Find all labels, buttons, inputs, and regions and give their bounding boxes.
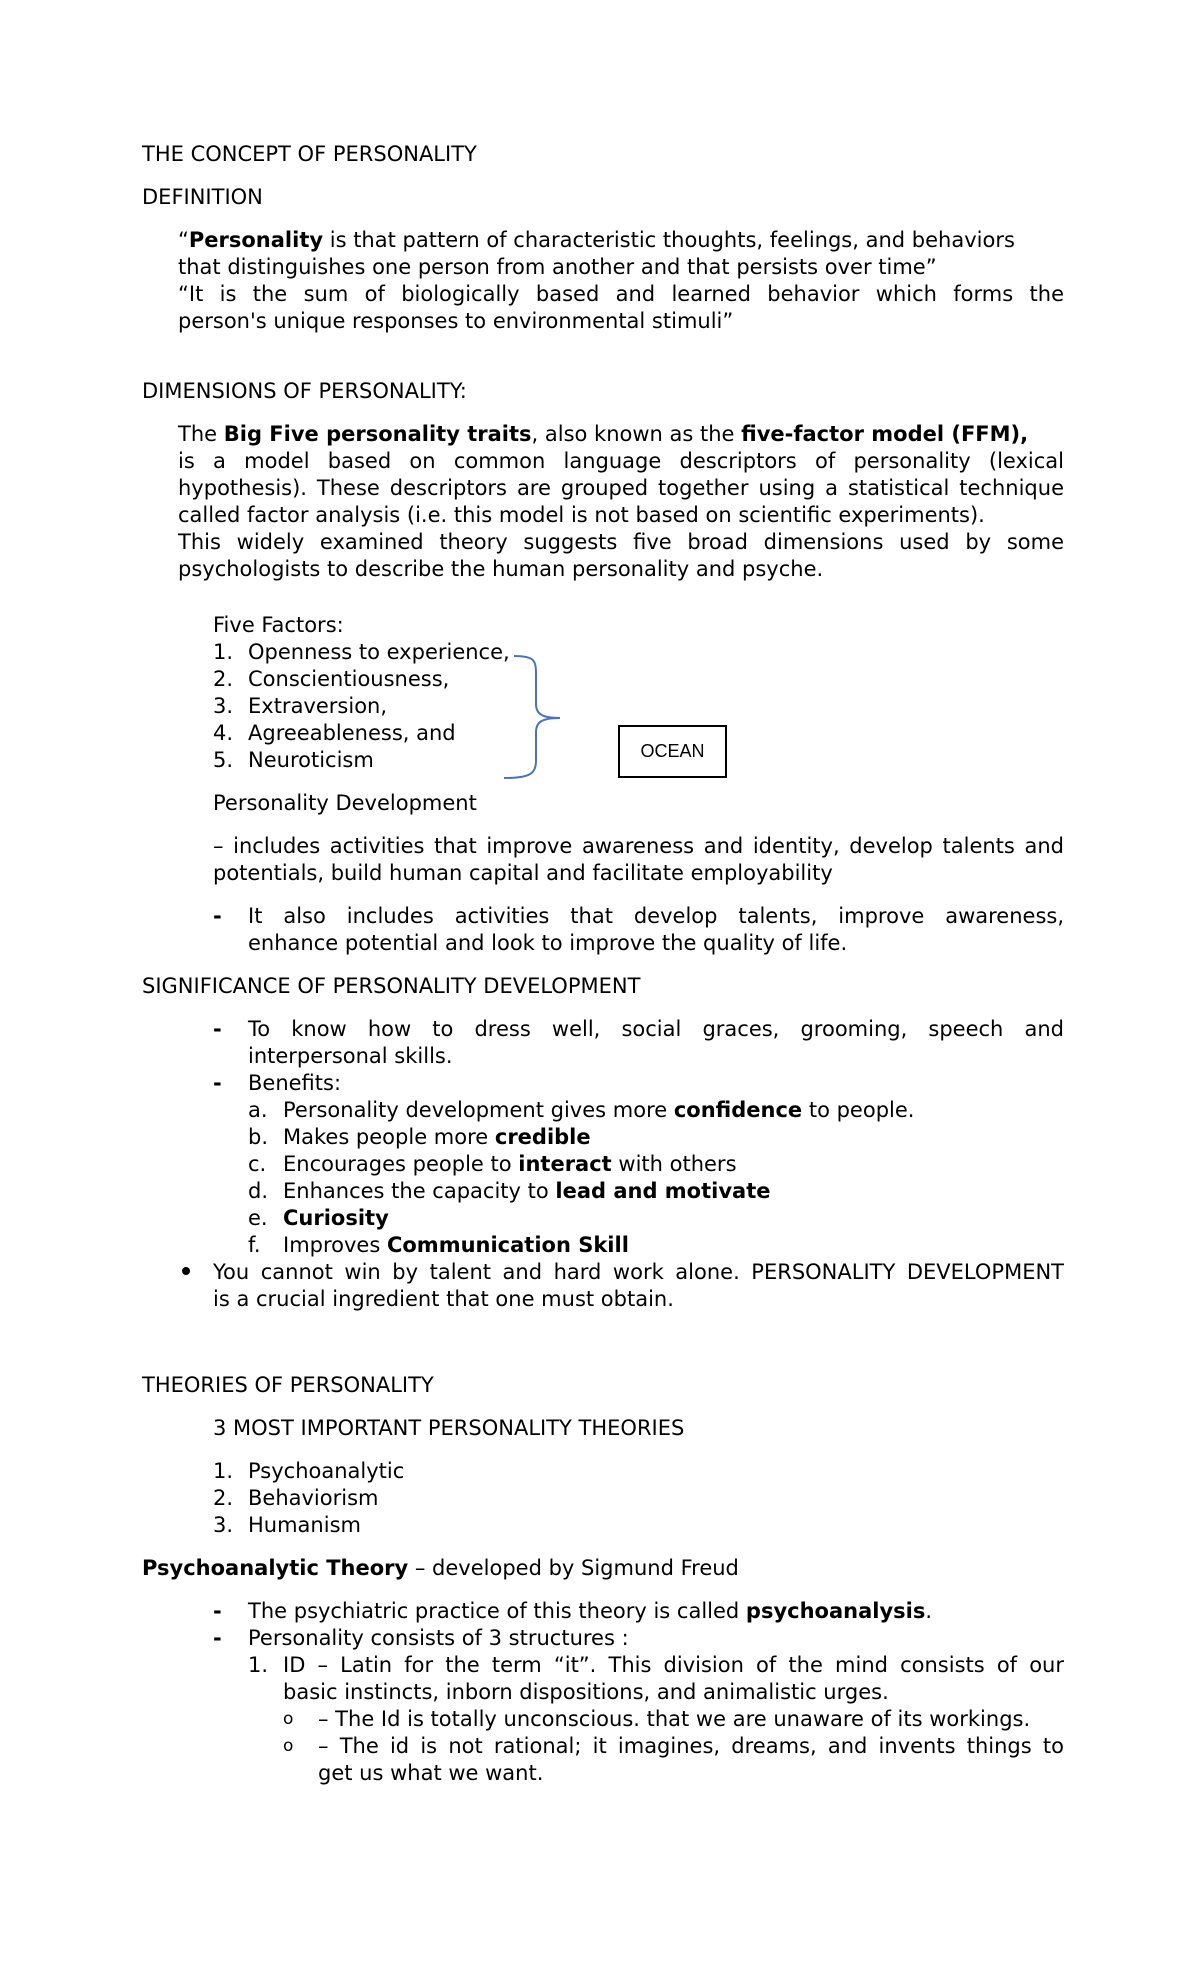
factor-item: Conscientiousness, bbox=[248, 667, 450, 691]
significance-bullet-line-2: is a crucial ingredient that one must obtain. bbox=[213, 1287, 674, 1311]
theory-item: Behaviorism bbox=[248, 1486, 379, 1510]
definition-quote-1-line-2: that distinguishes one person from another and that persists over time” bbox=[178, 255, 937, 279]
factor-number: 3. bbox=[213, 694, 234, 718]
definition-quote-1-line-1: “Personality is that pattern of characteristic thoughts, feelings, and behaviors bbox=[178, 228, 1015, 252]
benefit-letter: d. bbox=[248, 1179, 269, 1203]
benefit-item: Encourages people to interact with others bbox=[283, 1152, 737, 1176]
significance-bullet-line-1: You cannot win by talent and hard work alone. PERSONALITY DEVELOPMENT bbox=[213, 1260, 1064, 1284]
id-sub-2-line-2: get us what we want. bbox=[318, 1761, 544, 1785]
significance-item-1-line-2: interpersonal skills. bbox=[248, 1044, 453, 1068]
definition-quote-2-line-2: person's unique responses to environmental stimuli” bbox=[178, 309, 734, 333]
benefit-item: Personality development gives more confidence to people. bbox=[283, 1098, 915, 1122]
document-title: THE CONCEPT OF PERSONALITY bbox=[142, 142, 477, 166]
circle-marker-icon: o bbox=[283, 1709, 294, 1729]
dimensions-p1-line-4: called factor analysis (i.e. this model is not based on scientific experiments). bbox=[178, 503, 985, 527]
factor-item: Openness to experience, bbox=[248, 640, 510, 664]
dimensions-p2-line-2: psychologists to describe the human personality and psyche. bbox=[178, 557, 824, 581]
factor-item: Agreeableness, and bbox=[248, 721, 456, 745]
significance-heading: SIGNIFICANCE OF PERSONALITY DEVELOPMENT bbox=[142, 974, 641, 998]
circle-marker-icon: o bbox=[283, 1736, 294, 1756]
pd-line-3: It also includes activities that develop talents, improve awareness, bbox=[248, 904, 1064, 928]
dash-marker: - bbox=[213, 1017, 222, 1041]
theory-item: Psychoanalytic bbox=[248, 1459, 405, 1483]
dash-marker: - bbox=[213, 1599, 222, 1623]
factor-number: 4. bbox=[213, 721, 234, 745]
id-line-2: basic instincts, inborn dispositions, and animalistic urges. bbox=[283, 1680, 889, 1704]
curly-brace-icon bbox=[500, 652, 570, 782]
benefit-letter: a. bbox=[248, 1098, 268, 1122]
benefit-letter: c. bbox=[248, 1152, 267, 1176]
bullet-icon bbox=[181, 1266, 191, 1276]
dash-marker: - bbox=[213, 904, 222, 928]
benefit-item: Improves Communication Skill bbox=[283, 1233, 629, 1257]
benefit-letter: e. bbox=[248, 1206, 268, 1230]
id-line-1: ID – Latin for the term “it”. This division of the mind consists of our bbox=[283, 1653, 1064, 1677]
dash-marker: - bbox=[213, 1626, 222, 1650]
dimensions-p1-line-1: The Big Five personality traits, also known as the five-factor model (FFM), bbox=[178, 422, 1029, 446]
personality-development-label: Personality Development bbox=[213, 791, 477, 815]
pd-line-1: – includes activities that improve awareness and identity, develop talents and bbox=[213, 834, 1064, 858]
dimensions-p2-line-1: This widely examined theory suggests five broad dimensions used by some bbox=[178, 530, 1064, 554]
theory-number: 1. bbox=[213, 1459, 234, 1483]
five-factors-label: Five Factors: bbox=[213, 613, 344, 637]
definition-quote-2-line-1: “It is the sum of biologically based and learned behavior which forms the bbox=[178, 282, 1064, 306]
id-sub-1: – The Id is totally unconscious. that we are unaware of its workings. bbox=[318, 1707, 1031, 1731]
ocean-box: OCEAN bbox=[618, 725, 727, 778]
theory-item: Humanism bbox=[248, 1513, 361, 1537]
dimensions-heading: DIMENSIONS OF PERSONALITY: bbox=[142, 379, 467, 403]
psychoanalytic-theory-line: Psychoanalytic Theory – developed by Sigmund Freud bbox=[142, 1556, 739, 1580]
factor-number: 1. bbox=[213, 640, 234, 664]
theories-heading: THEORIES OF PERSONALITY bbox=[142, 1373, 434, 1397]
id-sub-2-line-1: – The id is not rational; it imagines, dreams, and invents things to bbox=[318, 1734, 1064, 1758]
structure-number: 1. bbox=[248, 1653, 269, 1677]
pd-line-2: potentials, build human capital and facilitate employability bbox=[213, 861, 833, 885]
factor-number: 5. bbox=[213, 748, 234, 772]
psychiatric-practice-line: The psychiatric practice of this theory is called psychoanalysis. bbox=[248, 1599, 933, 1623]
dimensions-p1-line-2: is a model based on common language descriptors of personality (lexical bbox=[178, 449, 1064, 473]
structures-line: Personality consists of 3 structures : bbox=[248, 1626, 629, 1650]
theories-subheading: 3 MOST IMPORTANT PERSONALITY THEORIES bbox=[213, 1416, 685, 1440]
factor-number: 2. bbox=[213, 667, 234, 691]
factor-item: Extraversion, bbox=[248, 694, 388, 718]
benefit-letter: f. bbox=[248, 1233, 261, 1257]
pd-line-4: enhance potential and look to improve the quality of life. bbox=[248, 931, 848, 955]
factor-item: Neuroticism bbox=[248, 748, 374, 772]
theory-number: 2. bbox=[213, 1486, 234, 1510]
benefit-item: Curiosity bbox=[283, 1206, 389, 1230]
benefits-label: Benefits: bbox=[248, 1071, 342, 1095]
benefit-item: Enhances the capacity to lead and motivate bbox=[283, 1179, 771, 1203]
significance-item-1-line-1: To know how to dress well, social graces, grooming, speech and bbox=[248, 1017, 1064, 1041]
dimensions-p1-line-3: hypothesis). These descriptors are grouped together using a statistical technique bbox=[178, 476, 1064, 500]
definition-heading: DEFINITION bbox=[142, 185, 263, 209]
theory-number: 3. bbox=[213, 1513, 234, 1537]
dash-marker: - bbox=[213, 1071, 222, 1095]
benefit-item: Makes people more credible bbox=[283, 1125, 591, 1149]
benefit-letter: b. bbox=[248, 1125, 269, 1149]
